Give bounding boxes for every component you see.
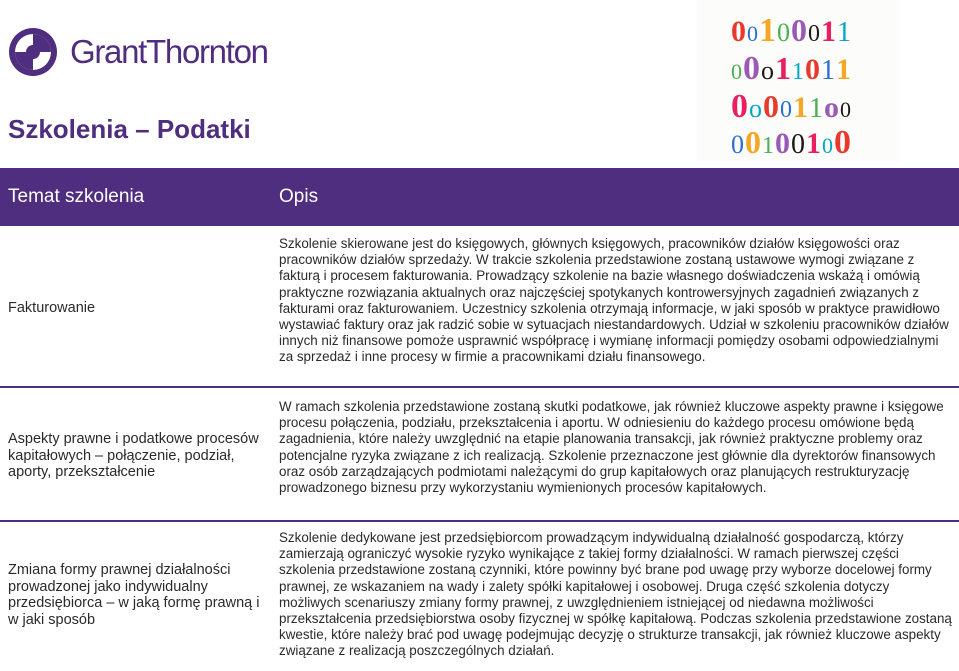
binary-digit: 1 [759,12,776,49]
table-header [0,168,959,226]
binary-digit: 0 [763,88,779,124]
binary-digit: 1 [793,91,808,124]
binary-digit: 1 [762,133,774,159]
row-separator [0,520,959,522]
binary-digit: 0 [791,12,807,48]
grant-thornton-logo-mark [8,27,58,77]
binary-digit: 1 [837,17,851,48]
binary-digit: o [749,94,762,123]
binary-digit: 1 [792,59,804,85]
binary-digit: o [824,91,839,124]
binary-digit: 1 [836,53,851,86]
binary-digit: 0 [822,133,833,158]
row-topic: Zmiana formy prawnej działalności prowadzonej jako indywidualny przedsiębiorca – w jaką formę prawną i w jaki sposób [8,562,260,628]
page-title: Szkolenia – Podatki [8,114,251,144]
row-description: Szkolenie skierowane jest do księgowych, głównych księgowych, pracowników działów księgowości oraz pracowników działów sprzedaży. W trakcie szkolenia przedstawione zostaną ustawowe wymogi związane z fakturą i procesem fakturowania. Prowadzący szkolenie na bazie własnego doświadczenia wskażą i omówią praktyczne rozwiązania aktualnych oraz najczęściej spotykanych kontrowersyjnych zagadnień związanych z fakturami oraz fakturowaniem. Uczestnicy szkolenia otrzymają informacje, w jaki sposób w praktyce prawidłowo wystawiać faktury oraz jak radzić sobie w sytuacjach niestandardowych. Udział w szkoleniu pracowników działów innych niż finansowe pomoże usprawnić współpracę i wymianę informacji pomiędzy osobami odpowiedzialnymi za sprzedaż i inne procesy w firmie a pracownikami działu finansowego. [279,236,949,365]
binary-digit: 0 [775,127,790,160]
header-topic: Temat szkolenia [8,186,145,207]
binary-digit: 1 [809,93,823,124]
binary-digit: o [761,56,774,85]
binary-digit: 1 [806,127,821,160]
binary-row [731,90,852,124]
row-topic: Fakturowanie [8,300,96,316]
logo-wordmark: GrantThornton [70,33,268,70]
binary-row [731,14,852,48]
binary-digit: 0 [805,53,820,86]
binary-digit: 0 [747,21,758,46]
binary-digit: 0 [840,97,851,122]
binary-digit: 0 [743,50,760,87]
binary-digit: 1 [821,55,835,86]
binary-digit: 0 [731,88,748,125]
row-topic: Aspekty prawne i podatkowe procesów kapitałowych – połączenie, podział, aporty, przekształcenie [8,431,259,480]
binary-row [731,52,852,86]
binary-digit: 0 [780,97,792,123]
row-description: W ramach szkolenia przedstawione zostaną skutki podatkowe, jak również kluczowe aspekty prawne i księgowe procesu połączenia, podziału, przekształcenia i aportu. W odniesieniu do każdego procesu omówione będą zagadnienia, które należy uwzględnić na etapie planowania transakcji, jak również praktyczne problemy oraz potencjalne ryzyka związane z ich realizacją. Szkolenie przeznaczone jest głównie dla dyrektorów finansowych oraz osób zarządzających podmiotami należącymi do grup kapitałowych oraz planujących restrukturyzację prowadzonego biznesu przy wykorzystaniu wymienionych procesów kapitałowych. [279,399,944,496]
binary-digit: 0 [731,59,742,84]
binary-digit: 1 [821,15,836,48]
grant-thornton-logo [8,26,268,78]
binary-digit: 1 [775,50,791,86]
binary-digit: 0 [791,129,805,160]
header-description: Opis [279,186,319,207]
binary-digit: 0 [777,18,790,47]
binary-row [731,126,852,160]
binary-digits-image [697,0,900,162]
binary-digit: 0 [731,15,746,48]
binary-digit: 0 [745,124,761,160]
row-separator [0,386,959,388]
row-description: Szkolenie dedykowane jest przedsiębiorcom prowadzącym indywidualną działalność gospodarczą, którzy zamierzają ograniczyć wysokie ryzyko wynikające z takiej formy działalności. W ramach pierwszej części szkolenia przedstawione zostaną czynniki, które powinny być brane pod uwagę przy wyborze docelowej formy prawnej, ze wskazaniem na wady i zalety spółki kapitałowej i osobowej. Druga część szkolenia dotyczy możliwych scenariuszy zmiany formy prawnej, z uwzględnieniem istniejącej od niedawna możliwości przekształcenia przedsiębiorstwa osoby fizycznej w spółkę kapitałową. Podczas szkolenia przedstawione zostaną kwestie, które należy brać pod uwagę podejmując decyzję o strukturze transakcji, jak również kluczowe aspekty związane z realizacją poszczególnych działań. [279,530,952,659]
binary-digit: 0 [731,130,744,159]
binary-digit: 0 [808,21,820,47]
binary-digit: 0 [834,124,851,161]
